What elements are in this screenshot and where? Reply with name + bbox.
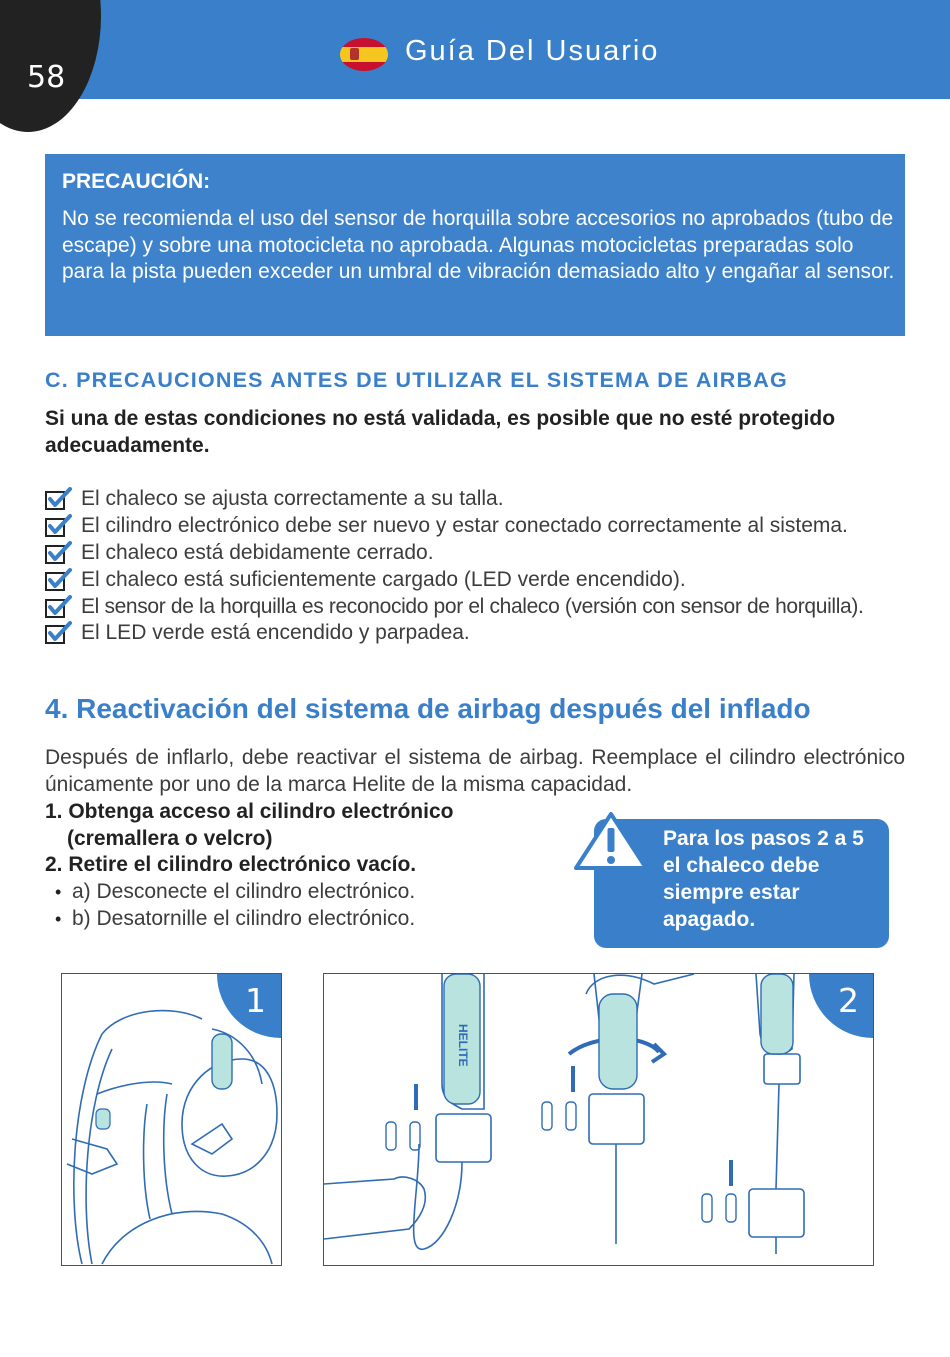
checkbox-checked-icon <box>45 514 72 538</box>
step-1-detail: (cremallera o velcro) <box>67 827 273 850</box>
warning-text: Para los pasos 2 a 5 el chaleco debe siempre estar apagado. <box>663 827 864 931</box>
checklist-item <box>45 620 863 647</box>
substep <box>55 905 415 933</box>
substep <box>55 878 415 906</box>
page-number: 58 <box>27 60 66 95</box>
figure-2-number: 2 <box>838 981 859 1020</box>
checklist-item-text: El cilindro electrónico debe ser nuevo y estar conectado correctamente al sistema. <box>81 514 848 538</box>
spain-flag-icon <box>340 38 388 71</box>
checkbox-checked-icon <box>45 487 72 511</box>
caution-box <box>45 154 905 336</box>
checklist-item-text: El chaleco está suficientemente cargado (LED verde encendido). <box>81 567 686 591</box>
section-4-intro: Después de inflarlo, debe reactivar el sistema de airbag. Reemplace el cilindro electrónico únicamente por uno de la marca Helite de la misma capacidad. <box>45 746 905 796</box>
bullet: • <box>55 882 62 902</box>
figure-1-number: 1 <box>245 981 266 1020</box>
section-c-heading: C. PRECAUCIONES ANTES DE UTILIZAR EL SISTEMA DE AIRBAG <box>45 368 788 392</box>
checklist-item <box>45 540 863 567</box>
checklist-item-text: El chaleco se ajusta correctamente a su talla. <box>81 487 504 511</box>
caution-text: No se recomienda el uso del sensor de horquilla sobre accesorios no aprobados (tubo de escape) y sobre una motocicleta no aprobada. Algunas motocicletas preparadas solo para la pista pueden exceder un umbral de vibración demasiado alto y engañar al sensor. <box>62 207 895 283</box>
substep-text: a) Desconecte el cilindro electrónico. <box>72 880 416 903</box>
checklist-item-text: El LED verde está encendido y parpadea. <box>81 621 470 645</box>
step-2: 2. Retire el cilindro electrónico vacío. <box>45 853 417 876</box>
cylinder-brand-label: HELITE <box>456 1024 470 1067</box>
checklist-item <box>45 593 863 620</box>
section-c-lead: Si una de estas condiciones no está validada, es posible que no esté protegido adecuadamente. <box>45 407 836 457</box>
checkbox-checked-icon <box>45 568 72 592</box>
figure-1-illustration <box>61 973 282 1266</box>
checklist-item <box>45 486 863 513</box>
checkbox-checked-icon <box>45 595 72 619</box>
bullet: • <box>55 909 62 929</box>
step-1: 1. Obtenga acceso al cilindro electrónico <box>45 800 454 823</box>
section-4-heading: 4. Reactivación del sistema de airbag después del inflado <box>45 693 811 724</box>
figure-2-illustration <box>323 973 874 1266</box>
checkbox-checked-icon <box>45 621 72 645</box>
cylinder-removal-illustration <box>324 974 873 1265</box>
caution-title: PRECAUCIÓN: <box>62 170 211 193</box>
checklist-item-text: El chaleco está debidamente cerrado. <box>81 540 434 564</box>
checklist-item <box>45 566 863 593</box>
precaution-checklist <box>45 486 863 647</box>
substep-text: b) Desatornille el cilindro electrónico. <box>72 907 416 930</box>
checklist-item <box>45 513 863 540</box>
warning-triangle-icon <box>572 810 650 872</box>
header-title: Guía Del Usuario <box>405 35 660 67</box>
checkbox-checked-icon <box>45 541 72 565</box>
checklist-item-text: El sensor de la horquilla es reconocido por el chaleco (versión con sensor de horquilla). <box>81 594 864 618</box>
